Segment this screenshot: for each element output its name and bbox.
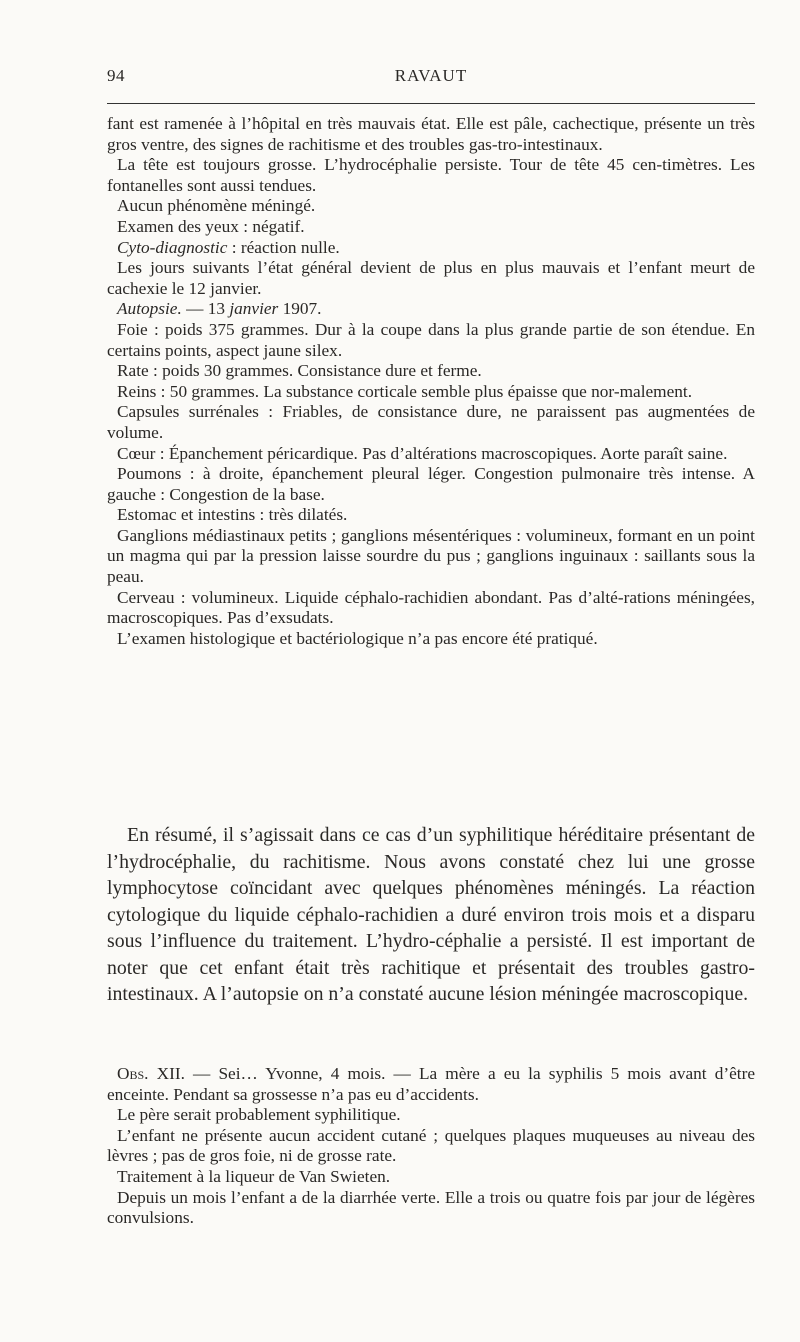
paragraph-text: 1907. xyxy=(278,299,322,319)
observation-label: Obs. XII. xyxy=(117,1064,185,1083)
paragraph: Foie : poids 375 grammes. Dur à la coupe dans la plus grande partie de son étendue. En certains points, aspect jaune silex. xyxy=(107,319,755,360)
paragraph: Depuis un mois l’enfant a de la diarrhée verte. Elle a trois ou quatre fois par jour de légères convulsions. xyxy=(107,1187,755,1228)
paragraph: Le père serait probablement syphilitique. xyxy=(117,1105,401,1125)
paragraph: Poumons : à droite, épanchement pleural léger. Congestion pulmonaire très intense. A gauche : Congestion de la base. xyxy=(107,464,755,504)
summary-paragraph: En résumé, il s’agissait dans ce cas d’un syphilitique héréditaire présentant de l’hydrocéphalie, du rachitisme. Nous avons constaté chez lui une grosse lymphocytose coïncidant avec quelques phénomènes méningés. La réaction cytologique du liquide céphalo-rachidien a duré environ trois mois et a disparu sous l’influence du traitement. L’hydro-céphalie a persisté. Il est important de noter que cet enfant était très rachitique et présentait des troubles gastro-intestinaux. A l’autopsie on n’a constaté aucune lésion méningée macroscopique. xyxy=(107,824,755,1005)
paragraph: Rate : poids 30 grammes. Consistance dure et ferme. xyxy=(117,361,482,381)
italic-label: Autopsie. xyxy=(117,299,182,319)
paragraph: Aucun phénomène méningé. xyxy=(117,196,316,216)
page-number: 94 xyxy=(107,66,125,85)
paragraph: L’examen histologique et bactériologique n’a pas encore été pratiqué. xyxy=(117,628,598,648)
paragraph: Cerveau : volumineux. Liquide céphalo-rachidien abondant. Pas d’alté-rations méningées, macroscopiques. Pas d’exsudats. xyxy=(107,587,755,628)
paragraph: L’enfant ne présente aucun accident cutané ; quelques plaques muqueuses au niveau des lèvres ; pas de gros foie, ni de grosse rate. xyxy=(107,1125,755,1166)
paragraph: Les jours suivants l’état général devient de plus en plus mauvais et l’enfant meurt de cachexie le 12 janvier. xyxy=(107,258,755,298)
paragraph xyxy=(107,238,755,259)
paragraph xyxy=(107,1064,755,1105)
paragraph-text: — 13 xyxy=(181,299,230,319)
case-report-section xyxy=(107,114,755,649)
paragraph-text: : réaction nulle. xyxy=(227,237,340,257)
italic-label: Cyto-diagnostic xyxy=(117,237,228,257)
running-title: RAVAUT xyxy=(394,66,468,85)
paragraph: Reins : 50 grammes. La substance corticale semble plus épaisse que nor-malement. xyxy=(117,381,693,401)
paragraph: Ganglions médiastinaux petits ; ganglions mésentériques : volumineux, formant en un point un magma qui par la pression laisse sourdre du pus ; ganglions inguinaux : saillants sous la peau. xyxy=(107,525,755,587)
header-rule xyxy=(107,103,755,104)
paragraph xyxy=(107,299,755,320)
running-header xyxy=(107,66,755,90)
observation-section xyxy=(107,1064,755,1229)
paragraph-text: — Sei… Yvonne, 4 mois. — La mère a eu la syphilis 5 mois avant d’être enceinte. Pendant sa grossesse n’a pas eu d’accidents. xyxy=(107,1064,755,1104)
paragraph: Estomac et intestins : très dilatés. xyxy=(117,505,348,525)
summary-section xyxy=(107,822,755,1008)
paragraph: Traitement à la liqueur de Van Swieten. xyxy=(117,1166,391,1186)
italic-date: janvier xyxy=(229,299,279,319)
paragraph: Capsules surrénales : Friables, de consistance dure, ne paraissent pas augmentées de volume. xyxy=(107,402,755,442)
paragraph: fant est ramenée à l’hôpital en très mauvais état. Elle est pâle, cachectique, présente un très gros ventre, des signes de rachitisme et des troubles gas-tro-intestinaux. xyxy=(107,114,755,154)
paragraph: La tête est toujours grosse. L’hydrocéphalie persiste. Tour de tête 45 cen-timètres. Les fontanelles sont aussi tendues. xyxy=(107,155,755,195)
paragraph: Examen des yeux : négatif. xyxy=(117,216,305,236)
paragraph: Cœur : Épanchement péricardique. Pas d’altérations macroscopiques. Aorte paraît saine. xyxy=(117,443,728,463)
